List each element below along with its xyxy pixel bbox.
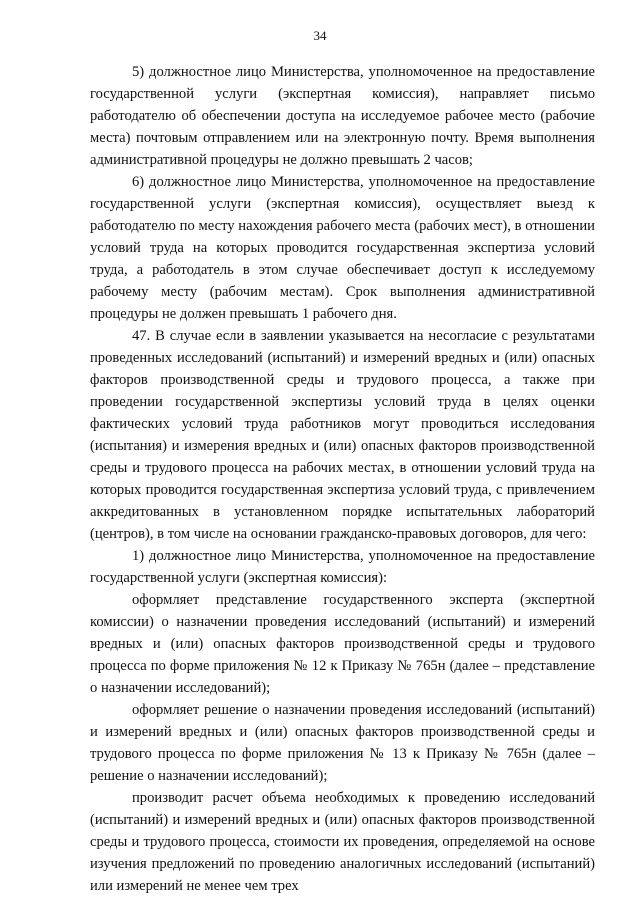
paragraph-representation: оформляет представление государственного эксперта (экспертной комиссии) о назначении проведения исследований (испытаний) и измерений вредных и (или) опасных факторов производственной среды и трудового процесса по форме приложения № 12 к Приказу № 765н (далее – представление о назначении исследований); — [90, 592, 595, 696]
document-body — [90, 61, 595, 897]
paragraph-47: 47. В случае если в заявлении указывается на несогласие с результатами проведенных исследований (испытаний) и измерений вредных и (или) опасных факторов производственной среды и трудового процесса, а также при проведении государственной экспертизы условий труда в целях оценки фактических условий труда работников могут проводиться исследования (испытания) и измерения вредных и (или) опасных факторов производственной среды и трудового процесса на рабочих местах, в отношении условий труда на которых проводится государственная экспертиза условий труда, с привлечением аккредитованных в установленном порядке испытательных лабораторий (центров), в том числе на основании гражданско-правовых договоров, для чего: — [90, 328, 595, 542]
paragraph-calculation: производит расчет объема необходимых к проведению исследований (испытаний) и измерений вредных и (или) опасных факторов производственной среды и трудового процесса, стоимости их проведения, определяемой на основе изучения предложений по проведению аналогичных исследований (испытаний) или измерений не менее чем трех — [90, 790, 595, 894]
paragraph-decision: оформляет решение о назначении проведения исследований (испытаний) и измерений вредных и (или) опасных факторов производственной среды и трудового процесса по форме приложения № 13 к Приказу № 765н (далее – решение о назначении исследований); — [90, 702, 595, 784]
page-number: 34 — [313, 28, 327, 43]
paragraph-item-5: 5) должностное лицо Министерства, уполномоченное на предоставление государственной услуги (экспертная комиссия), направляет письмо работодателю об обеспечении доступа на исследуемое рабочее место (рабочие места) почтовым отправлением или на электронную почту. Время выполнения административной процедуры не должно превышать 2 часов; — [90, 64, 595, 168]
paragraph-item-1: 1) должностное лицо Министерства, уполномоченное на предоставление государственной услуги (экспертная комиссия): — [90, 548, 595, 586]
paragraph-item-6: 6) должностное лицо Министерства, уполномоченное на предоставление государственной услуги (экспертная комиссия), осуществляет выезд к работодателю по месту нахождения рабочего места (рабочих мест), в отношении условий труда на которых проводится государственная экспертиза условий труда, а работодатель в этом случае обеспечивает доступ к исследуемому рабочему месту (рабочим местам). Срок выполнения административной процедуры не должен превышать 1 рабочего дня. — [90, 174, 595, 322]
